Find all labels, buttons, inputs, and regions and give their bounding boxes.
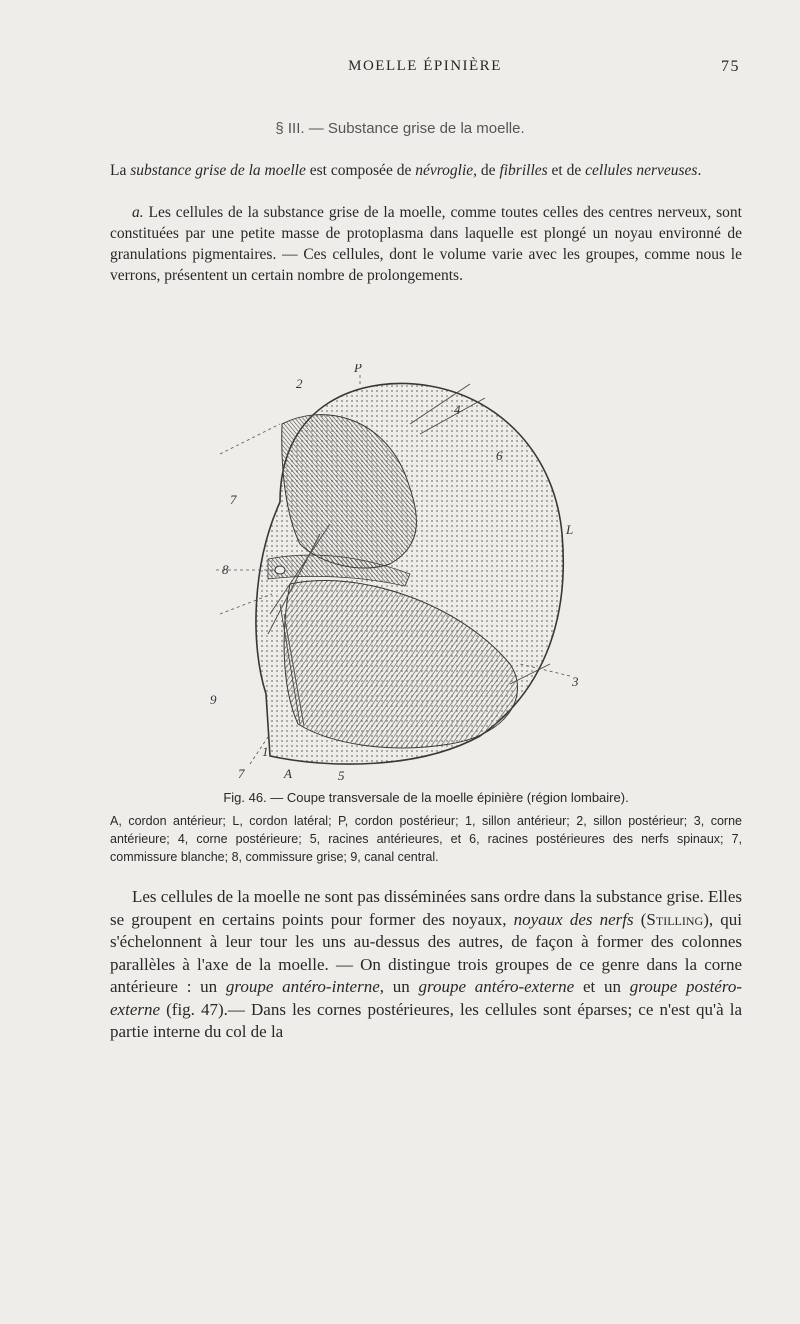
figure-spinal-cord-section xyxy=(210,364,590,784)
emphasis-text: fibrilles xyxy=(499,162,548,179)
paragraph-composition xyxy=(110,160,742,181)
spinal-cord-illustration xyxy=(210,364,590,784)
text-run: et un xyxy=(574,977,630,996)
text-run: et de xyxy=(547,162,586,179)
text-run: La xyxy=(110,162,131,179)
label-9: 9 xyxy=(210,692,217,707)
text-run: Les cellules de la substance grise de la moelle, comme toutes celles des centres nerveux, sont constituées par une petite masse de protoplasma dans laquelle est plongé un noyau environné de granulations pigmentaires. — Ces cellules, dont le volume varie avec les groupes, comme nous le verrons, présentent un certain nombre de prolongements. xyxy=(110,204,742,284)
author-name: Stilling xyxy=(646,909,704,929)
emphasis-text: substance grise de la moelle xyxy=(130,162,306,179)
section-heading: § III. — Substance grise de la moelle. xyxy=(275,120,525,137)
label-5: 5 xyxy=(338,768,345,783)
emphasis-text: noyaux des nerfs xyxy=(513,909,634,929)
enum-letter: a. xyxy=(132,204,144,221)
label-P: P xyxy=(354,364,362,375)
text-run: (fig. 47).— Dans les cornes postérieures, les cellules sont éparses; ce n'est qu'à la partie interne du col de la xyxy=(110,999,742,1041)
emphasis-text: groupe antéro-interne xyxy=(225,977,380,996)
text-run: . xyxy=(697,162,702,179)
label-2: 2 xyxy=(296,376,303,391)
label-1: 1 xyxy=(262,744,269,759)
label-4: 4 xyxy=(454,402,461,417)
label-7-bottom: 7 xyxy=(238,766,245,781)
text-run: , de xyxy=(473,162,500,179)
text-run: Les cellules de la moelle ne sont pas disséminées sans ordre dans la substance grise. Elles se groupent en certains points pour former des noyaux, xyxy=(110,887,742,929)
running-head xyxy=(110,58,740,82)
label-6: 6 xyxy=(496,448,503,463)
emphasis-text: névroglie xyxy=(415,162,474,179)
text-run: , un xyxy=(379,977,419,996)
text-run: ( xyxy=(633,909,647,929)
paragraph-cell-groups xyxy=(110,886,742,1044)
label-A: A xyxy=(284,766,292,781)
label-7-top: 7 xyxy=(230,492,237,507)
figure-caption-title: Fig. 46. — Coupe transversale de la moelle épinière (région lombaire). xyxy=(223,790,629,805)
emphasis-text: cellules nerveuses xyxy=(585,162,698,179)
emphasis-text: groupe postéro-externe xyxy=(110,977,743,1019)
paragraph-cells xyxy=(110,202,742,286)
figure-caption-legend: A, cordon antérieur; L, cordon latéral; P, cordon postérieur; 1, sillon antérieur; 2, sillon postérieur; 3, corne antérieure; 4, corne postérieure; 5, racines antérieures, et 6, racines postérieures des nerfs spinaux; 7, commissure blanche; 8, commissure grise; 9, canal central. xyxy=(110,814,742,864)
label-L: L xyxy=(566,522,574,537)
page-number: 75 xyxy=(721,58,740,75)
text-run: ), qui s'échelonnent à leur tour les uns au-dessus des autres, de façon à former des colonnes parallèles à l'axe de la moelle. — On distingue trois groupes de ce genre dans la corne antérieure : un xyxy=(110,909,742,996)
label-3: 3 xyxy=(572,674,579,689)
label-8: 8 xyxy=(222,562,229,577)
central-canal xyxy=(275,566,285,574)
text-run: est composée de xyxy=(305,162,416,179)
running-title: MOELLE ÉPINIÈRE xyxy=(348,58,502,74)
emphasis-text: groupe antéro-externe xyxy=(418,977,575,996)
